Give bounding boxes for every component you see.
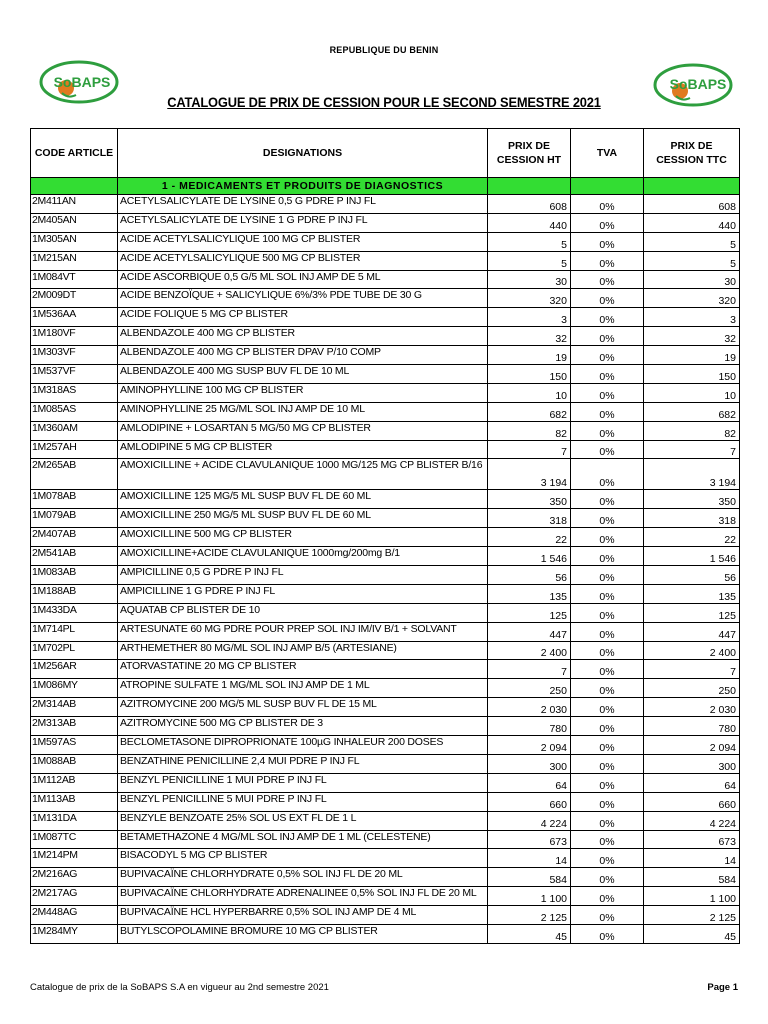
cell-prix-ttc: 150	[644, 365, 740, 384]
table-row	[31, 924, 740, 943]
table-row	[31, 811, 740, 830]
cell-tva: 0%	[571, 232, 644, 251]
cell-code: 2M265AB	[31, 459, 118, 490]
cell-code: 1M536AA	[31, 308, 118, 327]
cell-designation: AQUATAB CP BLISTER DE 10	[118, 603, 488, 622]
cell-prix-ttc: 682	[644, 402, 740, 421]
cell-prix-ttc: 608	[644, 195, 740, 214]
table-row	[31, 270, 740, 289]
cell-designation: ARTHEMETHER 80 MG/ML SOL INJ AMP B/5 (ARTESIANE)	[118, 641, 488, 660]
cell-prix-ttc: 4 224	[644, 811, 740, 830]
table-row	[31, 528, 740, 547]
table-row	[31, 251, 740, 270]
cell-prix-ht: 440	[488, 213, 571, 232]
cell-designation: AZITROMYCINE 500 MG CP BLISTER DE 3	[118, 717, 488, 736]
cell-designation: BUPIVACAÏNE CHLORHYDRATE 0,5% SOL INJ FL DE 20 ML	[118, 868, 488, 887]
table-row	[31, 346, 740, 365]
table-row	[31, 641, 740, 660]
cell-designation: AMPICILLINE 1 G PDRE P INJ FL	[118, 584, 488, 603]
table-row	[31, 509, 740, 528]
table-row	[31, 365, 740, 384]
cell-prix-ttc: 135	[644, 584, 740, 603]
cell-code: 2M314AB	[31, 698, 118, 717]
cell-tva: 0%	[571, 346, 644, 365]
cell-designation: AZITROMYCINE 200 MG/5 ML SUSP BUV FL DE 15 ML	[118, 698, 488, 717]
logo-text-right: SoBAPS	[669, 76, 727, 92]
cell-prix-ttc: 82	[644, 421, 740, 440]
cell-prix-ttc: 30	[644, 270, 740, 289]
cell-tva: 0%	[571, 251, 644, 270]
table-row	[31, 308, 740, 327]
cell-prix-ht: 1 546	[488, 547, 571, 566]
section-cell-empty	[31, 178, 118, 195]
cell-code: 1M303VF	[31, 346, 118, 365]
cell-designation: AMOXICILLINE+ACIDE CLAVULANIQUE 1000mg/200mg B/1	[118, 547, 488, 566]
table-row	[31, 440, 740, 459]
cell-code: 2M313AB	[31, 717, 118, 736]
cell-prix-ht: 660	[488, 792, 571, 811]
cell-designation: ACIDE ACETYLSALICYLIQUE 100 MG CP BLISTER	[118, 232, 488, 251]
cell-prix-ttc: 660	[644, 792, 740, 811]
col-header-prix-ttc: PRIX DE CESSION TTC	[644, 129, 740, 178]
cell-prix-ht: 56	[488, 566, 571, 585]
cell-designation: BUPIVACAÏNE CHLORHYDRATE ADRENALINEE 0,5% SOL INJ FL DE 20 ML	[118, 887, 488, 906]
cell-prix-ttc: 2 094	[644, 736, 740, 755]
cell-prix-ht: 608	[488, 195, 571, 214]
cell-designation: AMOXICILLINE + ACIDE CLAVULANIQUE 1000 MG/125 MG CP BLISTER B/16	[118, 459, 488, 490]
table-row	[31, 849, 740, 868]
cell-prix-ttc: 5	[644, 251, 740, 270]
cell-designation: ACETYLSALICYLATE DE LYSINE 0,5 G PDRE P INJ FL	[118, 195, 488, 214]
cell-designation: ACETYLSALICYLATE DE LYSINE 1 G PDRE P INJ FL	[118, 213, 488, 232]
cell-code: 2M407AB	[31, 528, 118, 547]
cell-tva: 0%	[571, 641, 644, 660]
cell-prix-ht: 4 224	[488, 811, 571, 830]
cell-prix-ttc: 5	[644, 232, 740, 251]
cell-designation: BISACODYL 5 MG CP BLISTER	[118, 849, 488, 868]
cell-prix-ht: 2 400	[488, 641, 571, 660]
table-row	[31, 698, 740, 717]
table-row	[31, 887, 740, 906]
cell-prix-ht: 584	[488, 868, 571, 887]
cell-tva: 0%	[571, 289, 644, 308]
cell-code: 1M188AB	[31, 584, 118, 603]
cell-prix-ht: 22	[488, 528, 571, 547]
cell-code: 1M318AS	[31, 383, 118, 402]
cell-tva: 0%	[571, 402, 644, 421]
catalogue-title: CATALOGUE DE PRIX DE CESSION POUR LE SECOND SEMESTRE 2021	[167, 94, 601, 110]
cell-prix-ttc: 7	[644, 440, 740, 459]
table-row	[31, 566, 740, 585]
table-row	[31, 289, 740, 308]
cell-designation: ALBENDAZOLE 400 MG CP BLISTER	[118, 327, 488, 346]
cell-tva: 0%	[571, 736, 644, 755]
table-row	[31, 622, 740, 641]
cell-prix-ttc: 447	[644, 622, 740, 641]
cell-designation: AMOXICILLINE 250 MG/5 ML SUSP BUV FL DE 60 ML	[118, 509, 488, 528]
cell-tva: 0%	[571, 566, 644, 585]
section-cell-empty	[571, 178, 644, 195]
cell-tva: 0%	[571, 622, 644, 641]
cell-tva: 0%	[571, 717, 644, 736]
table-header-row	[31, 129, 740, 178]
cell-prix-ttc: 32	[644, 327, 740, 346]
section-cell-empty	[644, 178, 740, 195]
cell-code: 2M217AG	[31, 887, 118, 906]
table-row	[31, 195, 740, 214]
cell-tva: 0%	[571, 698, 644, 717]
republic-header: REPUBLIQUE DU BENIN	[329, 45, 439, 55]
cell-prix-ht: 82	[488, 421, 571, 440]
cell-tva: 0%	[571, 792, 644, 811]
cell-prix-ht: 2 125	[488, 906, 571, 925]
cell-prix-ttc: 125	[644, 603, 740, 622]
cell-code: 2M541AB	[31, 547, 118, 566]
cell-code: 2M411AN	[31, 195, 118, 214]
cell-prix-ttc: 1 546	[644, 547, 740, 566]
cell-tva: 0%	[571, 509, 644, 528]
cell-designation: BENZYL PENICILLINE 1 MUI PDRE P INJ FL	[118, 773, 488, 792]
cell-prix-ht: 5	[488, 251, 571, 270]
cell-tva: 0%	[571, 830, 644, 849]
cell-prix-ht: 320	[488, 289, 571, 308]
section-label: 1 - MEDICAMENTS ET PRODUITS DE DIAGNOSTICS	[118, 178, 488, 195]
cell-tva: 0%	[571, 547, 644, 566]
cell-tva: 0%	[571, 754, 644, 773]
cell-prix-ht: 300	[488, 754, 571, 773]
table-row	[31, 327, 740, 346]
table-row	[31, 773, 740, 792]
cell-code: 1M085AS	[31, 402, 118, 421]
cell-code: 1M078AB	[31, 490, 118, 509]
cell-prix-ttc: 318	[644, 509, 740, 528]
cell-code: 1M086MY	[31, 679, 118, 698]
table-row	[31, 868, 740, 887]
table-row	[31, 603, 740, 622]
cell-designation: AMLODIPINE + LOSARTAN 5 MG/50 MG CP BLISTER	[118, 421, 488, 440]
cell-prix-ht: 125	[488, 603, 571, 622]
cell-tva: 0%	[571, 365, 644, 384]
cell-tva: 0%	[571, 421, 644, 440]
cell-prix-ht: 64	[488, 773, 571, 792]
cell-prix-ht: 682	[488, 402, 571, 421]
cell-designation: ATORVASTATINE 20 MG CP BLISTER	[118, 660, 488, 679]
cell-code: 1M256AR	[31, 660, 118, 679]
cell-prix-ttc: 1 100	[644, 887, 740, 906]
cell-tva: 0%	[571, 584, 644, 603]
table-row	[31, 584, 740, 603]
cell-designation: AMOXICILLINE 500 MG CP BLISTER	[118, 528, 488, 547]
cell-designation: AMPICILLINE 0,5 G PDRE P INJ FL	[118, 566, 488, 585]
cell-code: 1M702PL	[31, 641, 118, 660]
cell-tva: 0%	[571, 887, 644, 906]
cell-prix-ttc: 64	[644, 773, 740, 792]
col-header-designation: DESIGNATIONS	[118, 129, 488, 178]
col-header-code: CODE ARTICLE	[31, 129, 118, 178]
table-row	[31, 490, 740, 509]
cell-prix-ttc: 2 125	[644, 906, 740, 925]
cell-prix-ttc: 19	[644, 346, 740, 365]
cell-designation: ARTESUNATE 60 MG PDRE POUR PREP SOL INJ IM/IV B/1 + SOLVANT	[118, 622, 488, 641]
cell-prix-ht: 150	[488, 365, 571, 384]
cell-designation: AMINOPHYLLINE 25 MG/ML SOL INJ AMP DE 10 ML	[118, 402, 488, 421]
cell-prix-ttc: 250	[644, 679, 740, 698]
cell-tva: 0%	[571, 679, 644, 698]
cell-tva: 0%	[571, 660, 644, 679]
cell-tva: 0%	[571, 906, 644, 925]
table-row	[31, 547, 740, 566]
cell-code: 1M112AB	[31, 773, 118, 792]
cell-code: 1M537VF	[31, 365, 118, 384]
cell-tva: 0%	[571, 868, 644, 887]
cell-prix-ttc: 3	[644, 308, 740, 327]
cell-prix-ht: 7	[488, 440, 571, 459]
cell-designation: BECLOMETASONE DIPROPRIONATE 100µG INHALEUR 200 DOSES	[118, 736, 488, 755]
cell-code: 1M083AB	[31, 566, 118, 585]
cell-tva: 0%	[571, 270, 644, 289]
table-row	[31, 213, 740, 232]
cell-code: 2M216AG	[31, 868, 118, 887]
table-row	[31, 660, 740, 679]
cell-prix-ttc: 56	[644, 566, 740, 585]
table-row	[31, 402, 740, 421]
cell-tva: 0%	[571, 213, 644, 232]
table-row	[31, 717, 740, 736]
cell-tva: 0%	[571, 459, 644, 490]
cell-designation: AMOXICILLINE 125 MG/5 ML SUSP BUV FL DE 60 ML	[118, 490, 488, 509]
cell-prix-ttc: 45	[644, 924, 740, 943]
table-row	[31, 459, 740, 490]
cell-designation: ACIDE ASCORBIQUE 0,5 G/5 ML SOL INJ AMP DE 5 ML	[118, 270, 488, 289]
cell-code: 1M215AN	[31, 251, 118, 270]
cell-code: 2M448AG	[31, 906, 118, 925]
cell-tva: 0%	[571, 383, 644, 402]
cell-designation: BUPIVACAÏNE HCL HYPERBARRE 0,5% SOL INJ AMP DE 4 ML	[118, 906, 488, 925]
footer-caption: Catalogue de prix de la SoBAPS S.A en vigueur au 2nd semestre 2021	[30, 982, 329, 993]
cell-prix-ttc: 2 400	[644, 641, 740, 660]
cell-code: 1M131DA	[31, 811, 118, 830]
table-row	[31, 754, 740, 773]
cell-prix-ttc: 780	[644, 717, 740, 736]
cell-tva: 0%	[571, 195, 644, 214]
table-row	[31, 383, 740, 402]
cell-designation: ACIDE BENZOÏQUE + SALICYLIQUE 6%/3% PDE TUBE DE 30 G	[118, 289, 488, 308]
cell-prix-ht: 45	[488, 924, 571, 943]
table-row	[31, 232, 740, 251]
cell-designation: BENZYLE BENZOATE 25% SOL US EXT FL DE 1 L	[118, 811, 488, 830]
col-header-prix-ht: PRIX DE CESSION HT	[488, 129, 571, 178]
cell-prix-ht: 250	[488, 679, 571, 698]
cell-prix-ttc: 3 194	[644, 459, 740, 490]
cell-prix-ht: 780	[488, 717, 571, 736]
cell-prix-ht: 30	[488, 270, 571, 289]
section-row	[31, 178, 740, 195]
cell-code: 1M079AB	[31, 509, 118, 528]
cell-designation: ACIDE FOLIQUE 5 MG CP BLISTER	[118, 308, 488, 327]
cell-tva: 0%	[571, 924, 644, 943]
cell-code: 1M305AN	[31, 232, 118, 251]
cell-prix-ht: 3 194	[488, 459, 571, 490]
cell-designation: ACIDE ACETYLSALICYLIQUE 500 MG CP BLISTER	[118, 251, 488, 270]
cell-tva: 0%	[571, 811, 644, 830]
cell-prix-ttc: 22	[644, 528, 740, 547]
cell-prix-ttc: 7	[644, 660, 740, 679]
col-header-tva: TVA	[571, 129, 644, 178]
cell-prix-ttc: 350	[644, 490, 740, 509]
cell-designation: BENZYL PENICILLINE 5 MUI PDRE P INJ FL	[118, 792, 488, 811]
cell-tva: 0%	[571, 440, 644, 459]
cell-prix-ht: 19	[488, 346, 571, 365]
cell-tva: 0%	[571, 773, 644, 792]
cell-code: 1M180VF	[31, 327, 118, 346]
logo-text-left: SoBAPS	[53, 74, 111, 90]
cell-prix-ht: 14	[488, 849, 571, 868]
cell-prix-ht: 318	[488, 509, 571, 528]
cell-designation: BENZATHINE PENICILLINE 2,4 MUI PDRE P INJ FL	[118, 754, 488, 773]
cell-prix-ht: 3	[488, 308, 571, 327]
cell-tva: 0%	[571, 603, 644, 622]
table-row	[31, 906, 740, 925]
cell-prix-ttc: 440	[644, 213, 740, 232]
cell-prix-ttc: 673	[644, 830, 740, 849]
cell-designation: AMINOPHYLLINE 100 MG CP BLISTER	[118, 383, 488, 402]
cell-code: 1M284MY	[31, 924, 118, 943]
cell-code: 1M214PM	[31, 849, 118, 868]
cell-prix-ht: 447	[488, 622, 571, 641]
cell-code: 1M257AH	[31, 440, 118, 459]
cell-designation: ALBENDAZOLE 400 MG CP BLISTER DPAV P/10 COMP	[118, 346, 488, 365]
cell-designation: AMLODIPINE 5 MG CP BLISTER	[118, 440, 488, 459]
table-row	[31, 421, 740, 440]
price-table	[30, 128, 740, 944]
cell-tva: 0%	[571, 528, 644, 547]
cell-designation: ALBENDAZOLE 400 MG SUSP BUV FL DE 10 ML	[118, 365, 488, 384]
cell-prix-ttc: 2 030	[644, 698, 740, 717]
cell-code: 1M433DA	[31, 603, 118, 622]
cell-designation: ATROPINE SULFATE 1 MG/ML SOL INJ AMP DE 1 ML	[118, 679, 488, 698]
section-cell-empty	[488, 178, 571, 195]
cell-code: 1M084VT	[31, 270, 118, 289]
cell-prix-ht: 350	[488, 490, 571, 509]
cell-designation: BUTYLSCOPOLAMINE BROMURE 10 MG CP BLISTER	[118, 924, 488, 943]
table-row	[31, 679, 740, 698]
cell-prix-ht: 1 100	[488, 887, 571, 906]
cell-designation: BETAMETHAZONE 4 MG/ML SOL INJ AMP DE 1 ML (CELESTENE)	[118, 830, 488, 849]
cell-tva: 0%	[571, 849, 644, 868]
cell-prix-ttc: 10	[644, 383, 740, 402]
cell-code: 1M597AS	[31, 736, 118, 755]
page-number: Page 1	[707, 982, 738, 993]
cell-prix-ht: 5	[488, 232, 571, 251]
cell-prix-ttc: 320	[644, 289, 740, 308]
cell-code: 1M087TC	[31, 830, 118, 849]
cell-prix-ht: 2 030	[488, 698, 571, 717]
cell-code: 1M113AB	[31, 792, 118, 811]
cell-prix-ht: 135	[488, 584, 571, 603]
table-row	[31, 792, 740, 811]
cell-tva: 0%	[571, 308, 644, 327]
cell-tva: 0%	[571, 327, 644, 346]
table-row	[31, 736, 740, 755]
cell-prix-ttc: 300	[644, 754, 740, 773]
cell-prix-ttc: 14	[644, 849, 740, 868]
cell-code: 1M088AB	[31, 754, 118, 773]
cell-code: 1M714PL	[31, 622, 118, 641]
cell-prix-ht: 673	[488, 830, 571, 849]
cell-tva: 0%	[571, 490, 644, 509]
cell-code: 2M009DT	[31, 289, 118, 308]
cell-code: 1M360AM	[31, 421, 118, 440]
table-row	[31, 830, 740, 849]
cell-prix-ht: 10	[488, 383, 571, 402]
cell-code: 2M405AN	[31, 213, 118, 232]
cell-prix-ht: 2 094	[488, 736, 571, 755]
cell-prix-ht: 7	[488, 660, 571, 679]
cell-prix-ht: 32	[488, 327, 571, 346]
cell-prix-ttc: 584	[644, 868, 740, 887]
